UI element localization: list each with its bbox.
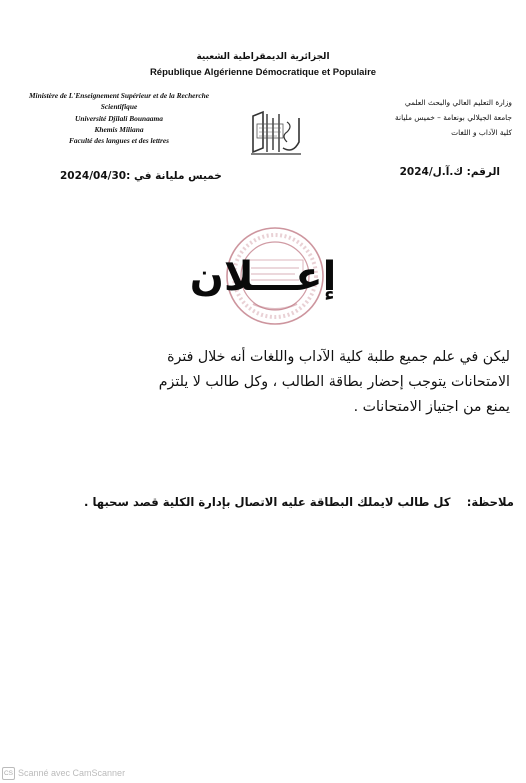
university-name: Université Djilali Bounaama	[75, 113, 163, 123]
announcement-line: الامتحانات يتوجب إحضار بطاقة الطالب ، وكل طالب لا يلتزم	[158, 374, 510, 390]
note-line	[40, 495, 514, 509]
announcement-line: ليكن في علم جميع طلبة كلية الآداب واللغات أنه خلال فترة	[167, 349, 510, 365]
ministry-line-arabic: وزارة التعليم العالي والبحث العلمي	[404, 98, 512, 107]
institution-block-french	[14, 90, 224, 146]
reference-number: الرقم: ك.آ.ل/2024	[399, 166, 500, 178]
header-title-arabic: الجزائرية الديمقراطية الشعبية	[196, 52, 330, 62]
ministry-line-cont: Scientifique	[100, 102, 138, 112]
announcement-title: إعـــلان	[189, 254, 337, 300]
university-logo	[249, 108, 303, 156]
document-date: خميس مليانة في :2024/04/30	[60, 170, 222, 182]
note-label: ملاحظة:	[466, 495, 514, 509]
scanner-text: Scanné avec CamScanner	[18, 768, 126, 778]
university-name-arabic: جامعة الجيلالي بونعامة – خميس مليانة	[395, 113, 512, 122]
header-title-french: République Algérienne Démocratique et Populaire	[149, 67, 377, 78]
institution-block-arabic	[342, 95, 512, 140]
scanner-watermark	[2, 766, 125, 780]
note-text: كل طالب لايملك البطاقة عليه الاتصال بإدارة الكلية قصد سحبها .	[84, 495, 451, 509]
announcement-body	[40, 345, 510, 420]
faculty-name: Faculté des langues et des lettres	[69, 136, 169, 146]
announcement-line: يمنع من اجتياز الامتحانات .	[353, 399, 510, 415]
camscanner-icon: CS	[2, 767, 15, 780]
ministry-line: Ministère de L'Enseignement Supérieur et de la Recherche	[28, 91, 210, 100]
faculty-name-arabic: كلية الآداب و اللغات	[451, 128, 512, 137]
university-city: Khemis Miliana	[94, 124, 144, 134]
